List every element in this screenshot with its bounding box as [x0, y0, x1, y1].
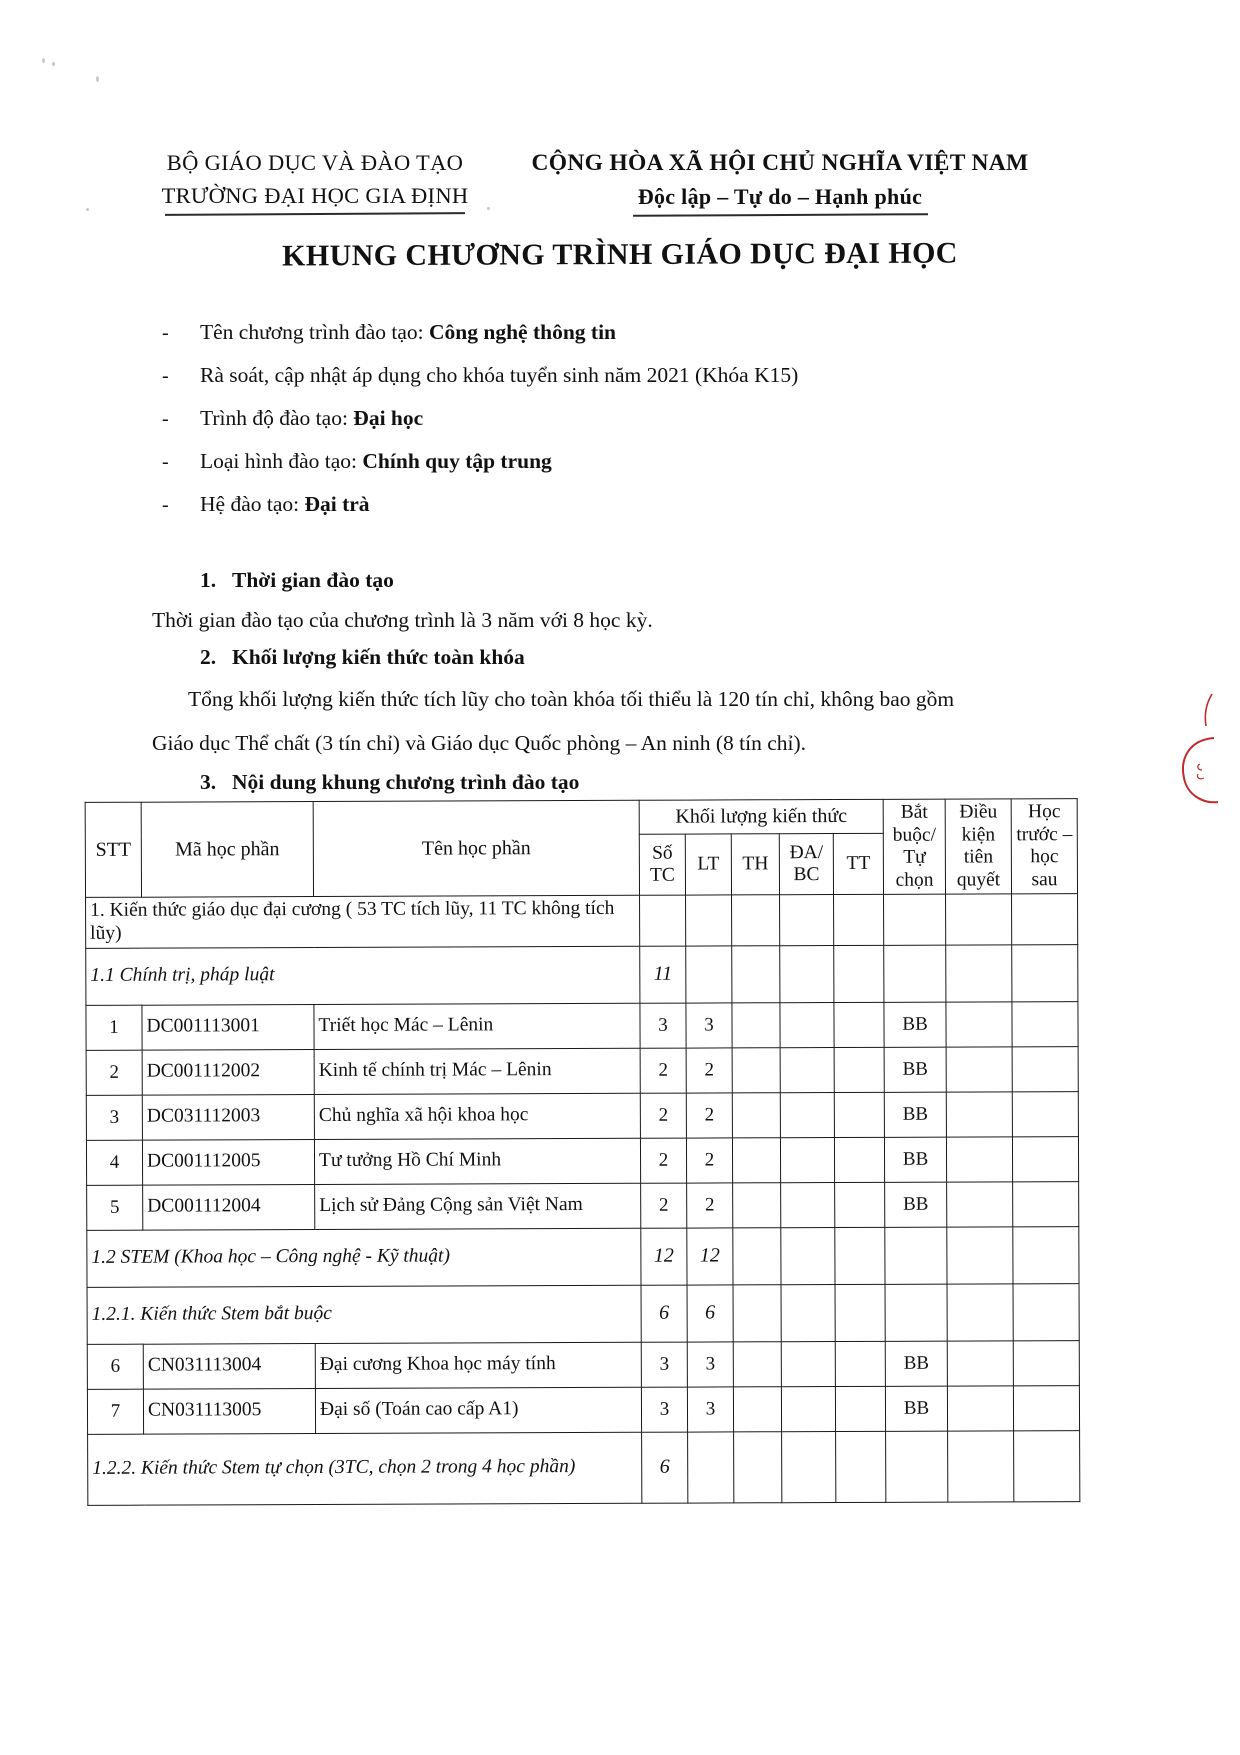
table-row [87, 1283, 1079, 1344]
cell-required: BB [884, 1092, 946, 1137]
table-row [87, 1181, 1079, 1230]
university-line: TRƯỜNG ĐẠI HỌC GIA ĐỊNH [162, 183, 469, 215]
cell-code: DC001112002 [142, 1049, 314, 1095]
cell-name: Đại cương Khoa học máy tính [315, 1342, 641, 1388]
section-title: Nội dung khung chương trình đào tạo [232, 770, 580, 794]
th-course-name: Tên học phần [313, 800, 639, 897]
cell-project [780, 945, 834, 1002]
cell-internship [836, 1431, 886, 1502]
cell-practice [733, 1341, 781, 1386]
cell-beforeafter [1013, 1181, 1079, 1226]
cell-theory [686, 946, 732, 1003]
cell-required: BB [884, 1002, 946, 1047]
cell-required: BB [885, 1137, 947, 1182]
cell-practice [732, 895, 780, 945]
margin-pen-circle [1174, 730, 1222, 810]
cell-credits: 2 [641, 1183, 687, 1228]
list-item-value: Đại học [353, 406, 424, 430]
cell-theory: 2 [686, 1138, 732, 1183]
table-row [86, 1046, 1078, 1095]
table-row [86, 894, 1078, 948]
underline-rule [165, 212, 465, 215]
cell-name: Chủ nghĩa xã hội khoa học [314, 1093, 640, 1139]
curriculum-table-wrapper [85, 798, 1080, 1505]
cell-code: DC031112003 [142, 1094, 314, 1140]
cell-practice [732, 1047, 780, 1092]
national-motto: Độc lập – Tự do – Hạnh phúc [633, 184, 928, 216]
table-header [85, 799, 1077, 898]
th-course-code: Mã học phần [141, 802, 313, 898]
cell-internship [834, 1092, 884, 1137]
subgroup-heading: 1.2.1. Kiến thức Stem bắt buộc [87, 1285, 641, 1344]
letterhead-national [520, 150, 1040, 216]
cell-practice [733, 1182, 781, 1227]
subgroup-heading: 1.2 STEM (Khoa học – Công nghệ - Kỹ thuật) [87, 1228, 641, 1287]
cell-prereq [947, 1341, 1013, 1386]
cell-theory: 3 [686, 1003, 732, 1048]
cell-beforeafter [1013, 1283, 1079, 1340]
th-required-elective: Bắt buộc/ Tự chọn [883, 799, 945, 895]
list-item [162, 363, 1062, 406]
letterhead [0, 150, 1240, 216]
cell-required [885, 1284, 947, 1341]
cell-prereq [947, 1227, 1013, 1284]
cell-project [781, 1341, 835, 1386]
cell-credits: 2 [640, 1093, 686, 1138]
section-number: 1. [200, 568, 217, 592]
cell-credits: 12 [641, 1228, 687, 1285]
cell-practice [733, 1227, 781, 1284]
cell-internship [835, 1182, 885, 1227]
cell-internship [834, 895, 884, 945]
cell-stt: 6 [87, 1344, 143, 1389]
cell-internship [834, 1047, 884, 1092]
cell-beforeafter [1012, 1001, 1078, 1046]
cell-credits: 2 [640, 1048, 686, 1093]
cell-theory: 6 [687, 1285, 733, 1342]
th-internship: TT [833, 834, 883, 895]
list-item-text: Trình độ đào tạo: Đại học [200, 406, 424, 430]
section-title: Thời gian đào tạo [232, 568, 394, 592]
list-item-text: Hệ đào tạo: Đại trà [200, 492, 370, 516]
cell-practice [733, 1386, 781, 1431]
cell-code: CN031113005 [143, 1388, 315, 1434]
cell-required [884, 945, 946, 1002]
cell-prereq [948, 1431, 1014, 1502]
cell-internship [835, 1386, 885, 1431]
underline-rule [632, 213, 927, 216]
bullet-dash: - [162, 322, 169, 344]
cell-project [780, 1047, 834, 1092]
cell-beforeafter [1012, 944, 1078, 1001]
cell-internship [835, 1284, 885, 1341]
cell-beforeafter [1013, 1136, 1079, 1181]
cell-required: BB [885, 1182, 947, 1227]
cell-beforeafter [1013, 1385, 1079, 1430]
cell-code: CN031113004 [143, 1343, 315, 1389]
section-2-paragraph-line2: Giáo dục Thể chất (3 tín chỉ) và Giáo dục Quốc phòng – An ninh (8 tín chỉ). [152, 731, 807, 755]
cell-theory [688, 1432, 734, 1503]
cell-credits: 3 [641, 1387, 687, 1432]
cell-project [781, 1386, 835, 1431]
national-title: CỘNG HÒA XÃ HỘI CHỦ NGHĨA VIỆT NAM [531, 150, 1029, 176]
cell-code: DC001112004 [143, 1184, 315, 1230]
th-knowledge-volume-group: Khối lượng kiến thức [639, 799, 883, 834]
section-title: Khối lượng kiến thức toàn khóa [232, 645, 525, 669]
table-row [88, 1430, 1080, 1505]
cell-required [886, 1431, 948, 1502]
cell-internship [835, 1341, 885, 1386]
scan-speck [52, 62, 55, 66]
section-number: 3. [200, 770, 217, 794]
ministry-line: BỘ GIÁO DỤC VÀ ĐÀO TẠO [166, 150, 464, 175]
cell-prereq [947, 1386, 1013, 1431]
letterhead-ministry [150, 150, 480, 216]
table-row [86, 944, 1078, 1005]
cell-project [782, 1431, 836, 1502]
cell-internship [835, 1227, 885, 1284]
cell-practice [734, 1431, 782, 1502]
cell-stt: 5 [87, 1185, 143, 1230]
list-item [162, 406, 1062, 449]
list-item-value: Đại trà [304, 492, 370, 516]
cell-theory: 3 [687, 1342, 733, 1387]
cell-required: BB [885, 1386, 947, 1431]
program-info-list [162, 320, 1062, 535]
cell-code: DC001112005 [142, 1139, 314, 1185]
section-number: 2. [200, 645, 217, 669]
cell-prereq [946, 945, 1012, 1002]
cell-beforeafter [1012, 1046, 1078, 1091]
cell-stt: 2 [86, 1050, 142, 1095]
th-project-report: ĐA/ BC [779, 834, 833, 895]
cell-required [885, 1227, 947, 1284]
list-item [162, 449, 1062, 492]
cell-project [781, 1284, 835, 1341]
subgroup-heading: 1.1 Chính trị, pháp luật [86, 946, 640, 1005]
bullet-dash: - [162, 408, 169, 430]
cell-required [884, 895, 946, 945]
margin-pen-mark [1182, 690, 1222, 730]
cell-credits: 11 [640, 946, 686, 1003]
cell-beforeafter [1014, 1430, 1080, 1501]
section-1-heading [0, 568, 1240, 593]
cell-required: BB [885, 1341, 947, 1386]
table-row [87, 1340, 1079, 1389]
cell-name: Đại số (Toán cao cấp A1) [315, 1387, 641, 1433]
cell-credits: 3 [641, 1342, 687, 1387]
cell-project [780, 1137, 834, 1182]
table-header-row-1 [85, 799, 1077, 837]
cell-credits: 6 [642, 1432, 688, 1503]
cell-theory [686, 895, 732, 945]
cell-required: BB [884, 1047, 946, 1092]
list-item-text: Rà soát, cập nhật áp dụng cho khóa tuyển sinh năm 2021 (Khóa K15) [200, 363, 799, 387]
cell-theory: 2 [687, 1183, 733, 1228]
cell-practice [732, 1092, 780, 1137]
table-row [86, 1136, 1078, 1185]
table-row [87, 1226, 1079, 1287]
cell-internship [834, 1137, 884, 1182]
cell-prereq [947, 1182, 1013, 1227]
table-row [86, 1091, 1078, 1140]
list-item [162, 320, 1062, 363]
group-heading: 1. Kiến thức giáo dục đại cương ( 53 TC tích lũy, 11 TC không tích lũy) [86, 896, 640, 948]
cell-project [780, 1002, 834, 1047]
cell-prereq [946, 1092, 1012, 1137]
list-item-text: Tên chương trình đào tạo: Công nghệ thông tin [200, 320, 616, 344]
cell-name: Tư tưởng Hồ Chí Minh [314, 1138, 640, 1184]
cell-credits: 3 [640, 1003, 686, 1048]
cell-beforeafter [1012, 894, 1078, 944]
cell-practice [732, 1137, 780, 1182]
cell-stt: 4 [86, 1140, 142, 1185]
cell-theory: 12 [687, 1228, 733, 1285]
table-row [87, 1385, 1079, 1434]
cell-theory: 3 [687, 1387, 733, 1432]
list-item-text: Loại hình đào tạo: Chính quy tập trung [200, 449, 552, 473]
th-credits: Số TC [639, 834, 685, 895]
cell-credits: 2 [640, 1138, 686, 1183]
cell-practice [732, 1002, 780, 1047]
cell-internship [834, 1002, 884, 1047]
curriculum-table [85, 798, 1081, 1505]
th-before-after: Học trước – học sau [1011, 799, 1077, 895]
section-2-heading [0, 645, 1240, 670]
cell-prereq [946, 1002, 1012, 1047]
list-item-value: Công nghệ thông tin [429, 320, 616, 344]
cell-name: Triết học Mác – Lênin [314, 1003, 640, 1049]
cell-prereq [946, 1047, 1012, 1092]
scan-speck [96, 76, 99, 82]
cell-internship [834, 945, 884, 1002]
scan-speck [42, 58, 45, 63]
cell-project [781, 1227, 835, 1284]
th-prerequisite: Điều kiện tiên quyết [945, 799, 1011, 895]
list-item [162, 492, 1062, 535]
th-practice: TH [731, 834, 779, 895]
cell-prereq [947, 1284, 1013, 1341]
th-stt: STT [85, 802, 141, 898]
table-body [86, 894, 1080, 1505]
cell-beforeafter [1013, 1340, 1079, 1385]
cell-stt: 1 [86, 1005, 142, 1050]
th-theory: LT [685, 834, 731, 895]
table-row [86, 1001, 1078, 1050]
cell-beforeafter [1013, 1226, 1079, 1283]
subgroup-heading: 1.2.2. Kiến thức Stem tự chọn (3TC, chọn 2 trong 4 học phần) [88, 1432, 642, 1505]
section-3-heading [0, 770, 1240, 795]
cell-project [780, 1092, 834, 1137]
section-2-paragraph-line1: Tổng khối lượng kiến thức tích lũy cho toàn khóa tối thiểu là 120 tín chỉ, không bao gồm [188, 687, 955, 711]
cell-project [780, 895, 834, 945]
cell-theory: 2 [686, 1093, 732, 1138]
cell-practice [732, 945, 780, 1002]
bullet-dash: - [162, 365, 169, 387]
cell-stt: 7 [87, 1389, 143, 1434]
cell-credits [640, 896, 686, 946]
cell-beforeafter [1012, 1091, 1078, 1136]
cell-project [781, 1182, 835, 1227]
cell-theory: 2 [686, 1048, 732, 1093]
cell-name: Lịch sử Đảng Cộng sản Việt Nam [315, 1183, 641, 1229]
list-item-value: Chính quy tập trung [362, 449, 552, 473]
cell-prereq [947, 1137, 1013, 1182]
section-1-paragraph: Thời gian đào tạo của chương trình là 3 năm với 8 học kỳ. [152, 608, 653, 632]
cell-name: Kinh tế chính trị Mác – Lênin [314, 1048, 640, 1094]
cell-credits: 6 [641, 1285, 687, 1342]
bullet-dash: - [162, 451, 169, 473]
page-title: KHUNG CHƯƠNG TRÌNH GIÁO DỤC ĐẠI HỌC [282, 236, 958, 273]
cell-stt: 3 [86, 1095, 142, 1140]
cell-prereq [946, 894, 1012, 944]
bullet-dash: - [162, 494, 169, 516]
cell-code: DC001113001 [142, 1004, 314, 1050]
cell-practice [733, 1284, 781, 1341]
